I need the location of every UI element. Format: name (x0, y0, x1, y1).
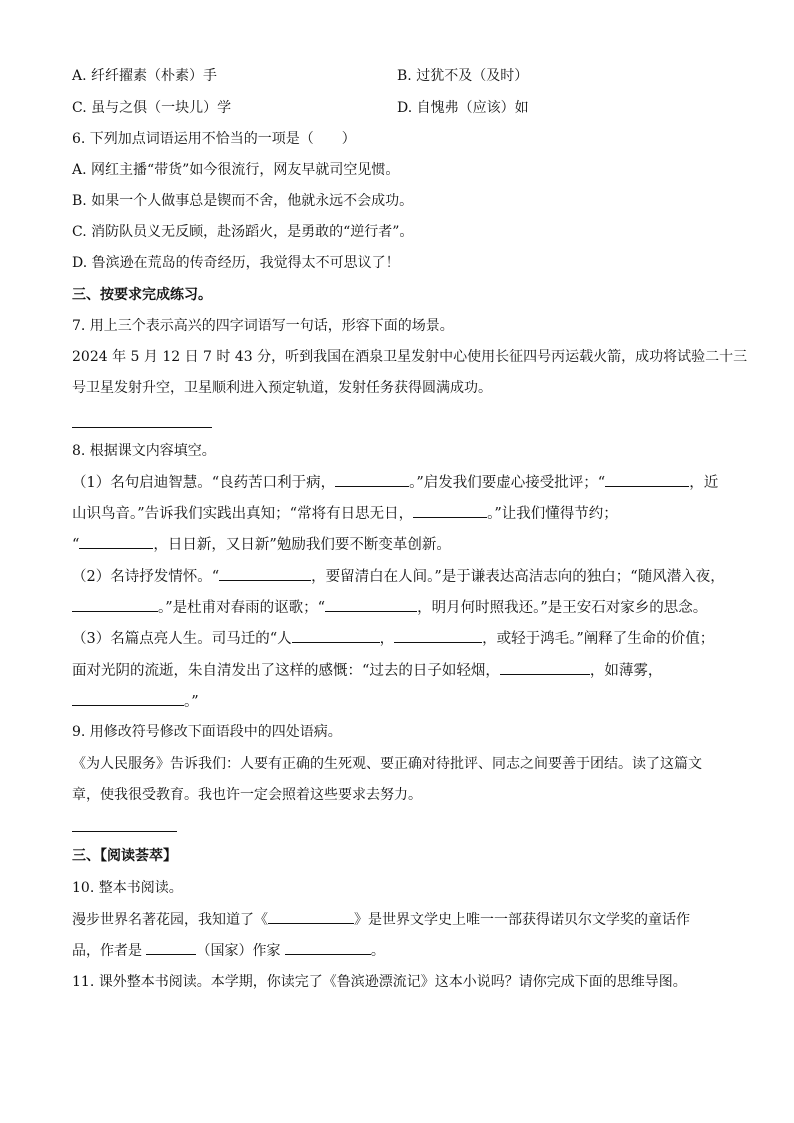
fill-blank[interactable] (413, 503, 487, 518)
q8-l4-text-b: ，要留清白在人间。”是于谦表达高洁志向的独白；“随风潜入夜， (311, 569, 725, 585)
question-7-text-line2: 号卫星发射升空，卫星顺利进入预定轨道，发射任务获得圆满成功。 (72, 380, 492, 396)
section-title-practice: 三、按要求完成练习。 (72, 287, 212, 303)
q8-l6-text-b: ， (379, 631, 395, 647)
answer-line-q9 (72, 831, 177, 832)
option-5a: A. 纤纤擢素（朴素）手 (72, 68, 218, 84)
fill-blank[interactable] (146, 940, 196, 955)
answer-line-q7 (72, 427, 212, 428)
question-8-line8 (72, 691, 199, 712)
q8-l8-text-a: 。” (184, 694, 199, 710)
q10-l1-text-a: 漫步世界名著花园，我知道了《 (72, 912, 268, 928)
q8-l7-text-b: ，如薄雾， (589, 663, 663, 679)
question-7-stem: 7. 用上三个表示高兴的四字词语写一句话，形容下面的场景。 (72, 318, 454, 334)
q10-l1-text-b: 》是世界文学史上唯一一部获得诺贝尔文学奖的童话作 (354, 912, 690, 928)
question-6-stem: 6. 下列加点词语运用不恰当的一项是（ ） (72, 131, 356, 147)
fill-blank[interactable] (285, 940, 371, 955)
fill-blank[interactable] (335, 472, 409, 487)
question-8-line2 (72, 503, 618, 524)
fill-blank[interactable] (500, 660, 590, 675)
question-11-stem: 11. 课外整本书阅读。本学期，你读完了《鲁滨逊漂流记》这本小说吗？请你完成下面的思维导图。 (72, 974, 687, 990)
question-8-line7 (72, 660, 662, 681)
option-5b: B. 过犹不及（及时） (397, 68, 529, 84)
q10-l2-text-c: 。 (370, 943, 385, 959)
question-10-stem: 10. 整本书阅读。 (72, 880, 183, 896)
question-9-stem: 9. 用修改符号修改下面语段中的四处语病。 (72, 724, 342, 740)
question-8-line6 (72, 628, 714, 649)
fill-blank[interactable] (394, 628, 482, 643)
q8-l5-text-b: ，明月何时照我还。”是王安石对家乡的思念。 (417, 600, 708, 616)
q8-l1-text-a: （1）名句启迪智慧。“良药苦口利于病， (72, 475, 336, 491)
question-8-stem: 8. 根据课文内容填空。 (72, 443, 216, 459)
q8-l2-text-a: 山识鸟音。”告诉我们实践出真知；“常将有日思无日， (72, 506, 414, 522)
section-title-reading: 三、【阅读荟萃】 (72, 848, 177, 864)
option-5c: C. 虽与之俱（一块儿）学 (72, 100, 232, 116)
fill-blank[interactable] (79, 534, 153, 549)
q8-l2-text-b: 。”让我们懂得节约； (487, 506, 618, 522)
option-6d: D. 鲁滨逊在荒岛的传奇经历，我觉得太不可思议了！ (72, 255, 400, 271)
fill-blank[interactable] (219, 566, 311, 581)
question-10-line1 (72, 909, 690, 930)
question-8-line4 (72, 566, 725, 587)
fill-blank[interactable] (72, 597, 158, 612)
question-8-line5 (72, 597, 707, 618)
q10-l2-text-b: （国家）作家 (196, 943, 285, 959)
q8-l1-text-c: ，近 (689, 475, 719, 491)
fill-blank[interactable] (268, 909, 354, 924)
fill-blank[interactable] (72, 691, 184, 706)
q10-l2-text-a: 品，作者是 (72, 943, 147, 959)
q8-l6-text-a: （3）名篇点亮人生。司马迁的“人 (72, 631, 292, 647)
fill-blank[interactable] (292, 628, 380, 643)
fill-blank[interactable] (605, 472, 689, 487)
q8-l1-text-b: 。”启发我们要虚心接受批评；“ (409, 475, 606, 491)
option-6b: B. 如果一个人做事总是锲而不舍，他就永远不会成功。 (72, 193, 414, 209)
q8-l6-text-c: ，或轻于鸿毛。”阐释了生命的价值； (482, 631, 715, 647)
question-8-line3 (72, 534, 451, 555)
question-9-text-line1: 《为人民服务》告诉我们：人要有正确的生死观、要正确对待批评、同志之间要善于团结。读了这篇文 (72, 756, 702, 772)
fill-blank[interactable] (325, 597, 417, 612)
q8-l3-text-a: “ (72, 537, 80, 553)
option-6c: C. 消防队员义无反顾，赴汤蹈火，是勇敢的“逆行者”。 (72, 224, 414, 240)
option-6a: A. 网红主播“带货”如今很流行，网友早就司空见惯。 (72, 162, 400, 178)
q8-l7-text-a: 面对光阴的流逝，朱自清发出了这样的感慨：“过去的日子如轻烟， (72, 663, 500, 679)
question-7-text-line1: 2024 年 5 月 12 日 7 时 43 分，听到我国在酒泉卫星发射中心使用长征四号丙运载火箭，成功将试验二十三 (72, 349, 748, 365)
question-8-line1 (72, 472, 718, 493)
option-5d: D. 自愧弗（应该）如 (397, 100, 529, 116)
question-10-line2 (72, 940, 385, 961)
question-9-text-line2: 章，使我很受教育。我也许一定会照着这些要求去努力。 (72, 787, 422, 803)
q8-l3-text-b: ，日日新，又日新”勉励我们要不断变革创新。 (153, 537, 451, 553)
q8-l4-text-a: （2）名诗抒发情怀。“ (72, 569, 220, 585)
q8-l5-text-a: 。”是杜甫对春雨的讴歌；“ (158, 600, 326, 616)
